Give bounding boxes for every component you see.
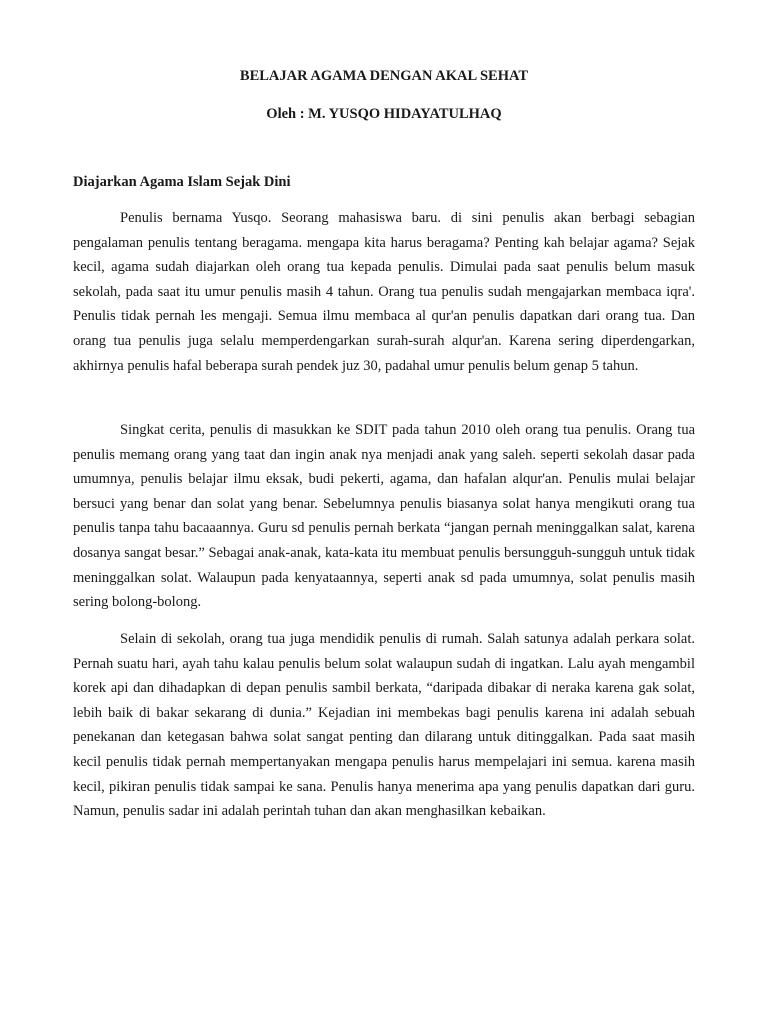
paragraph: Singkat cerita, penulis di masukkan ke SDIT pada tahun 2010 oleh orang tua penulis. Orang tua penulis memang orang yang taat dan ingin anak nya menjadi anak yang saleh. seperti sekolah dasar pada umumnya, penulis belajar ilmu eksak, budi pekerti, agama, dan hafalan alqur'an. Penulis mulai belajar bersuci yang benar dan solat yang benar. Sebelumnya penulis biasanya solat hanya mengikuti orang tua penulis tanpa tahu bacaaannya. Guru sd penulis pernah berkata “jangan pernah meninggalkan salat, karena dosanya sangat besar.” Sebagai anak-anak, kata-kata itu membuat penulis bersungguh-sungguh untuk tidak meninggalkan solat. Walaupun pada kenyataannya, seperti anak sd pada umumnya, solat penulis masih sering bolong-bolong. <box>73 422 695 611</box>
section-heading: Diajarkan Agama Islam Sejak Dini <box>73 174 291 190</box>
paragraph: Selain di sekolah, orang tua juga mendidik penulis di rumah. Salah satunya adalah perkara solat. Pernah suatu hari, ayah tahu kalau penulis belum solat walaupun sudah di ingatkan. Lalu ayah mengambil korek api dan dihadapkan di depan penulis sambil berkata, “daripada dibakar di neraka karena gak solat, lebih baik di bakar sekarang di dunia.” Kejadian ini membekas bagi penulis karena ini adalah sebuah penekanan dan ketegasan bahwa solat sangat penting dan dilarang untuk ditinggalkan. Pada saat masih kecil penulis tidak pernah mempertanyakan mengapa penulis harus mempelajari ini semua. karena masih kecil, pikiran penulis tidak sampai ke sana. Penulis hanya menerima apa yang penulis dapatkan dari guru. Namun, penulis sadar ini adalah perintah tuhan dan akan menghasilkan kebaikan. <box>73 631 695 820</box>
document-author: Oleh : M. YUSQO HIDAYATULHAQ <box>266 106 502 122</box>
paragraph: Penulis bernama Yusqo. Seorang mahasiswa baru. di sini penulis akan berbagi sebagian pengalaman penulis tentang beragama. mengapa kita harus beragama? Penting kah belajar agama? Sejak kecil, agama sudah diajarkan oleh orang tua kepada penulis. Dimulai pada saat penulis belum masuk sekolah, pada saat itu umur penulis masih 4 tahun. Orang tua penulis sudah mengajarkan membaca iqra'. Penulis tidak pernah les mengaji. Semua ilmu membaca al qur'an penulis dapatkan dari orang tua. Dan orang tua penulis juga selalu memperdengarkan surah-surah alqur'an. Karena sering diperdengarkan, akhirnya penulis hafal beberapa surah pendek juz 30, padahal umur penulis belum genap 5 tahun. <box>73 210 695 374</box>
document-title: BELAJAR AGAMA DENGAN AKAL SEHAT <box>239 68 529 84</box>
